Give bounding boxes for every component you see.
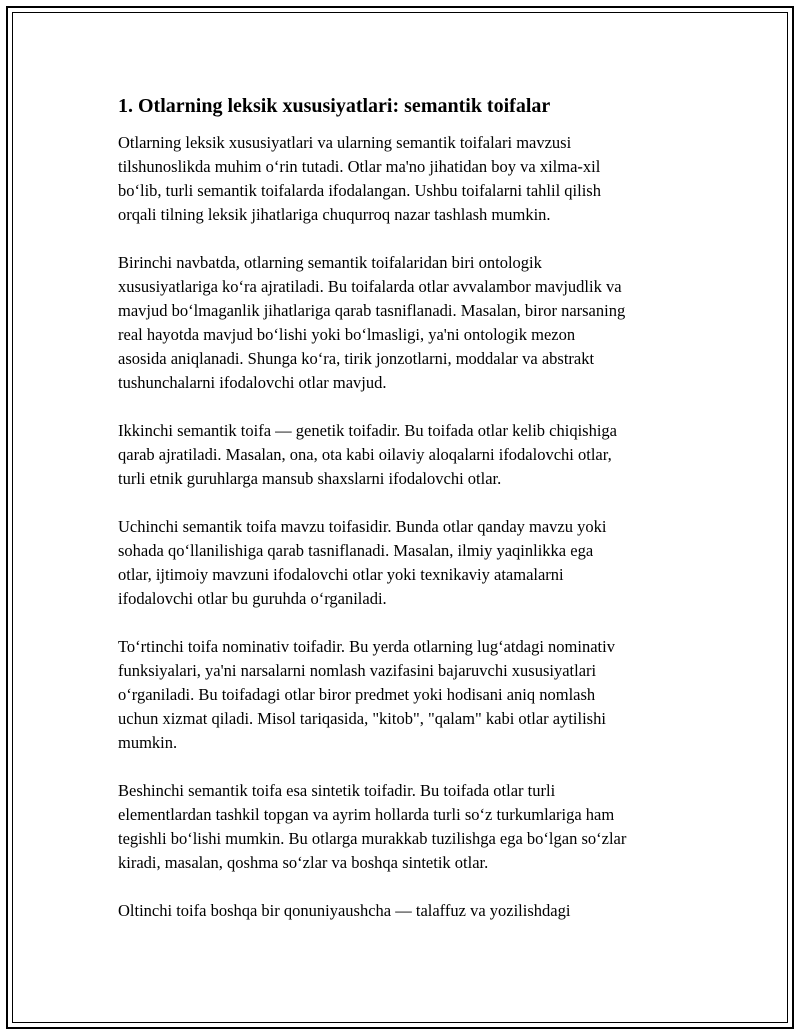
text-line: tushunchalarni ifodalovchi otlar mavjud. [118, 373, 387, 392]
document-body [118, 92, 698, 947]
text-line: funksiyalari, ya'ni narsalarni nomlash vazifasini bajaruvchi xususiyatlari [118, 661, 597, 680]
paragraphs-container [118, 131, 698, 923]
text-line: mumkin. [118, 733, 178, 752]
text-line: elementlardan tashkil topgan va ayrim hollarda turli so‘z turkumlariga ham [118, 805, 615, 824]
text-line: uchun xizmat qiladi. Misol tariqasida, "kitob", "qalam" kabi otlar aytilishi [118, 709, 606, 728]
text-line: Otlarning leksik xususiyatlari va ularning semantik toifalari mavzusi [118, 133, 572, 152]
text-line: orqali tilning leksik jihatlariga chuqurroq nazar tashlash mumkin. [118, 205, 551, 224]
text-line: asosida aniqlanadi. Shunga ko‘ra, tirik jonzotlarni, moddalar va abstrakt [118, 349, 595, 368]
text-line: Uchinchi semantik toifa mavzu toifasidir. Bunda otlar qanday mavzu yoki [118, 517, 607, 536]
text-line: tegishli bo‘lishi mumkin. Bu otlarga murakkab tuzilishga ega bo‘lgan so‘zlar [118, 829, 627, 848]
text-line: Birinchi navbatda, otlarning semantik toifalaridan biri ontologik [118, 253, 542, 272]
text-line: xususiyatlariga ko‘ra ajratiladi. Bu toifalarda otlar avvalambor mavjudlik va [118, 277, 622, 296]
text-line: otlar, ijtimoiy mavzuni ifodalovchi otlar yoki texnikaviy atamalarni [118, 565, 564, 584]
text-line: bo‘lib, turli semantik toifalarda ifodalangan. Ushbu toifalarni tahlil qilish [118, 181, 601, 200]
text-line: Beshinchi semantik toifa esa sintetik toifadir. Bu toifada otlar turli [118, 781, 556, 800]
text-line: mavjud bo‘lmaganlik jihatlariga qarab tasniflanadi. Masalan, biror narsaning [118, 301, 626, 320]
text-line: To‘rtinchi toifa nominativ toifadir. Bu yerda otlarning lug‘atdagi nominativ [118, 637, 615, 656]
paragraph [118, 899, 698, 923]
text-line: ifodalovchi otlar bu guruhda o‘rganiladi. [118, 589, 387, 608]
document-title: 1. Otlarning leksik xususiyatlari: semantik toifalar [118, 95, 551, 117]
paragraph [118, 779, 698, 875]
text-line: real hayotda mavjud bo‘lishi yoki bo‘lmasligi, ya'ni ontologik mezon [118, 325, 576, 344]
text-line: qarab ajratiladi. Masalan, ona, ota kabi oilaviy aloqalarni ifodalovchi otlar, [118, 445, 612, 464]
paragraph [118, 419, 698, 491]
text-line: Oltinchi toifa boshqa bir qonuniyaushcha — talaffuz va yozilishdagi [118, 901, 571, 920]
text-line: sohada qo‘llanilishiga qarab tasniflanadi. Masalan, ilmiy yaqinlikka ega [118, 541, 594, 560]
paragraph [118, 131, 698, 227]
text-line: o‘rganiladi. Bu toifadagi otlar biror predmet yoki hodisani aniq nomlash [118, 685, 596, 704]
text-line: kiradi, masalan, qoshma so‘zlar va boshqa sintetik otlar. [118, 853, 489, 872]
text-line: Ikkinchi semantik toifa — genetik toifadir. Bu toifada otlar kelib chiqishiga [118, 421, 618, 440]
text-line: turli etnik guruhlarga mansub shaxslarni ifodalovchi otlar. [118, 469, 502, 488]
paragraph [118, 635, 698, 755]
text-line: tilshunoslikda muhim o‘rin tutadi. Otlar ma'no jihatidan boy va xilma-xil [118, 157, 601, 176]
paragraph [118, 251, 698, 395]
paragraph [118, 515, 698, 611]
